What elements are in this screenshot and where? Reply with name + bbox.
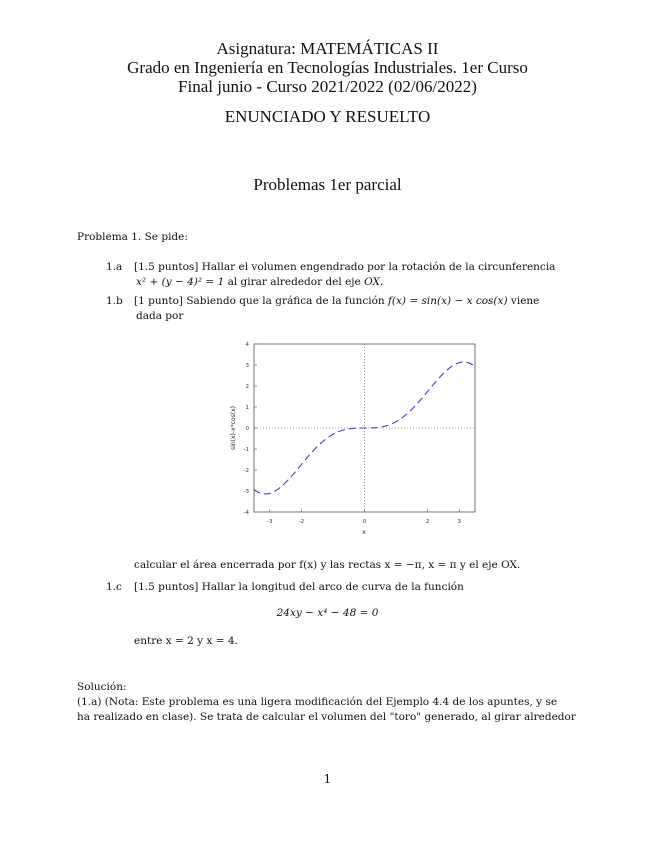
- solution-line-1: (1.a) (Nota: Este problema es una ligera modificación del Ejemplo 4.4 de los apuntes, y se: [77, 696, 558, 708]
- item-end: .: [380, 276, 384, 288]
- curve-equation: 24xy − x⁴ − 48 = 0: [276, 607, 379, 619]
- item-points: [1.5 puntos]: [134, 581, 199, 593]
- item-text-end: viene: [510, 295, 540, 307]
- problem-item-1b: [106, 294, 578, 324]
- x-tick-label: 2: [425, 519, 430, 525]
- y-axis-label: sin(x)-x*cos(x): [230, 406, 237, 450]
- header-degree: Grado en Ingeniería en Tecnologías Industriales. 1er Curso: [127, 58, 528, 77]
- y-tick-label: 4: [245, 342, 249, 348]
- axis-label: OX: [364, 276, 381, 288]
- x-axis-label: x: [362, 529, 366, 536]
- item-label: 1.b: [106, 295, 123, 307]
- problem-item-1a: [106, 260, 578, 290]
- item-text: Hallar la longitud del arco de curva de la función: [201, 581, 464, 593]
- item-text-line2: dada por: [136, 310, 184, 322]
- page-number: 1: [323, 772, 332, 786]
- item-points: [1 punto]: [134, 295, 183, 307]
- y-tick-label: 1: [245, 405, 249, 411]
- item-text: Sabiendo que la gráfica de la función: [186, 295, 385, 307]
- y-tick-label: -2: [243, 468, 249, 474]
- y-tick-label: 2: [245, 384, 249, 390]
- header-course: Asignatura: MATEMÁTICAS II: [216, 39, 439, 58]
- item-points: [1.5 puntos]: [134, 261, 199, 273]
- y-tick-label: 0: [245, 426, 249, 432]
- item-label: 1.a: [106, 261, 123, 273]
- y-tick-label: -4: [243, 510, 249, 516]
- solution-heading: Solución:: [77, 681, 127, 693]
- y-tick-label: -3: [243, 489, 249, 495]
- function-plot: [222, 340, 482, 540]
- problem-item-1c: [106, 580, 578, 595]
- x-tick-label: 3: [457, 519, 461, 525]
- solution-line-2: ha realizado en clase). Se trata de calcular el volumen del "toro" generado, al girar alrededor: [77, 711, 576, 723]
- range-text: entre x = 2 y x = 4.: [134, 635, 238, 647]
- function-expression: f(x) = sin(x) − x cos(x): [388, 295, 508, 307]
- x-tick-label: -3: [267, 519, 273, 525]
- item-text-rest: al girar alrededor del eje: [224, 276, 365, 288]
- section-title: Problemas 1er parcial: [253, 175, 402, 194]
- item-label: 1.c: [106, 581, 122, 593]
- x-tick-label: 0: [362, 519, 367, 525]
- circle-equation: x² + (y − 4)² = 1: [136, 276, 225, 288]
- y-tick-label: 3: [245, 363, 249, 369]
- header-subtitle: ENUNCIADO Y RESUELTO: [224, 107, 431, 126]
- area-instruction: calcular el área encerrada por f(x) y las rectas x = −π, x = π y el eje OX.: [134, 559, 521, 571]
- header-exam: Final junio - Curso 2021/2022 (02/06/2022): [178, 77, 477, 96]
- problem-heading: Problema 1. Se pide:: [77, 231, 188, 243]
- y-tick-label: -1: [243, 447, 249, 453]
- item-text: Hallar el volumen engendrado por la rotación de la circunferencia: [201, 261, 556, 273]
- x-tick-label: -2: [298, 519, 305, 525]
